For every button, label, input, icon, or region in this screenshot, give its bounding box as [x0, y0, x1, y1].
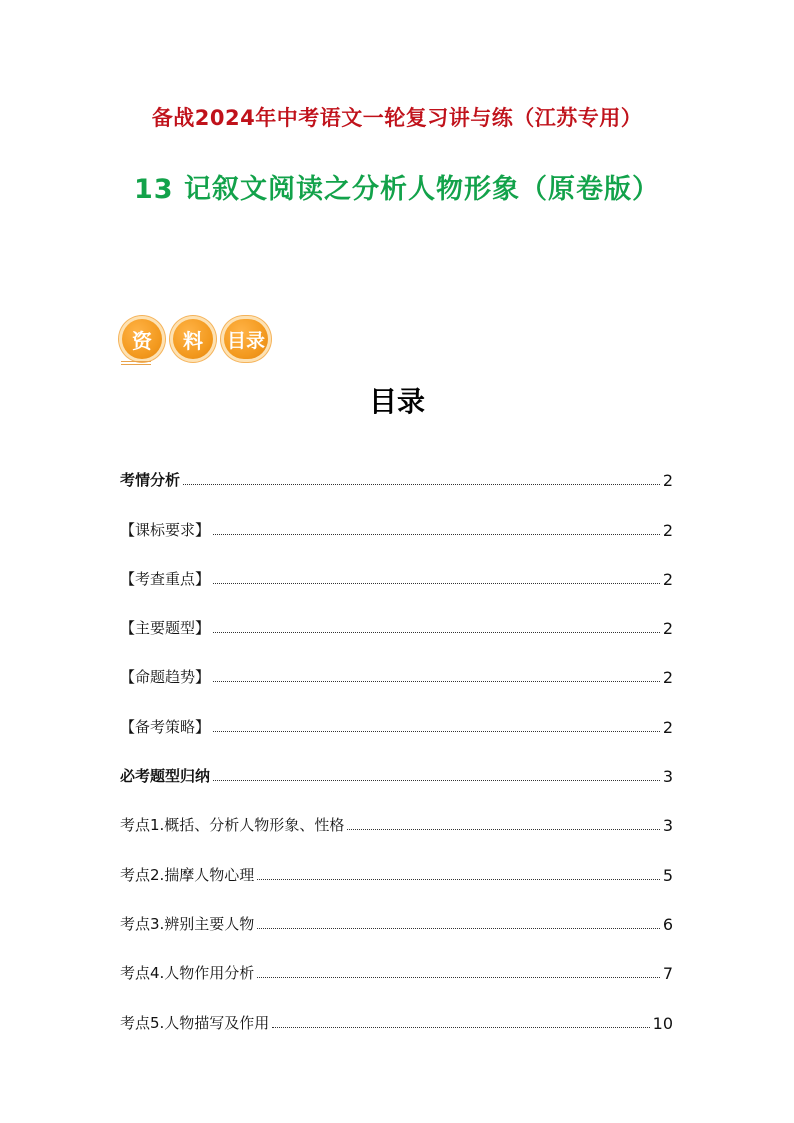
- toc-leader-dots: [257, 927, 660, 929]
- badge-char-text: 资: [132, 328, 152, 353]
- toc-leader-dots: [183, 483, 660, 485]
- toc-leader-dots: [272, 1026, 649, 1028]
- toc-entry-page: 2: [662, 520, 673, 540]
- toc-entry-label: 考情分析: [120, 471, 181, 490]
- badge-char-text: 料: [183, 328, 203, 353]
- toc-entry[interactable]: [120, 888, 673, 937]
- toc-entry-label: 考点1.概括、分析人物形象、性格: [120, 816, 345, 835]
- toc-entry-page: 6: [662, 914, 673, 934]
- toc-entry-page: 2: [662, 619, 673, 639]
- toc-entry-page: 2: [662, 717, 673, 737]
- toc-entry-page: 2: [662, 569, 673, 589]
- toc-entry-page: 10: [652, 1013, 673, 1033]
- badge-char-2: [170, 316, 216, 362]
- toc-leader-dots: [347, 828, 659, 830]
- badge-char-text: 录: [246, 329, 266, 352]
- toc-leader-dots: [213, 779, 660, 781]
- toc-entry-label: 【命题趋势】: [120, 668, 211, 687]
- toc-entry[interactable]: [120, 986, 673, 1035]
- toc-entry[interactable]: [120, 937, 673, 986]
- materials-contents-badge: [119, 316, 279, 368]
- badge-underline: [121, 361, 151, 362]
- toc-entry-label: 【备考策略】: [120, 717, 211, 736]
- toc-entry-page: 2: [662, 471, 673, 491]
- toc-entry[interactable]: [120, 789, 673, 838]
- badge-char-text: 目: [226, 329, 246, 352]
- toc-leader-dots: [213, 533, 660, 535]
- toc-leader-dots: [257, 878, 660, 880]
- toc-entry-page: 3: [662, 767, 673, 787]
- toc-leader-dots: [257, 976, 660, 978]
- badge-char-3-4: [221, 316, 271, 362]
- toc-entry-page: 2: [662, 668, 673, 688]
- toc-entry[interactable]: [120, 543, 673, 592]
- toc-leader-dots: [213, 582, 660, 584]
- toc-entry[interactable]: [120, 444, 673, 493]
- toc-entry-label: 考点2.揣摩人物心理: [120, 865, 255, 884]
- series-title: 备战2024年中考语文一轮复习讲与练（江苏专用）: [151, 106, 643, 130]
- badge-char-1: [119, 316, 165, 362]
- toc-entry[interactable]: [120, 740, 673, 789]
- toc-entry-page: 7: [662, 964, 673, 984]
- badge-underline: [121, 364, 151, 365]
- toc-entry[interactable]: [120, 838, 673, 887]
- table-of-contents: [120, 444, 673, 1036]
- toc-entry[interactable]: [120, 641, 673, 690]
- toc-entry-page: 5: [662, 865, 673, 885]
- toc-entry[interactable]: [120, 493, 673, 542]
- toc-entry-label: 考点5.人物描写及作用: [120, 1013, 270, 1032]
- toc-entry-label: 考点3.辨别主要人物: [120, 914, 255, 933]
- toc-entry[interactable]: [120, 690, 673, 739]
- toc-entry-label: 【课标要求】: [120, 520, 211, 539]
- toc-leader-dots: [213, 631, 660, 633]
- toc-leader-dots: [213, 730, 660, 732]
- toc-entry-label: 【主要题型】: [120, 619, 211, 638]
- chapter-title: 13 记叙文阅读之分析人物形象（原卷版）: [134, 174, 660, 205]
- toc-entry[interactable]: [120, 592, 673, 641]
- toc-entry-label: 必考题型归纳: [120, 767, 211, 786]
- toc-heading: 目录: [368, 385, 425, 418]
- toc-entry-label: 【考查重点】: [120, 569, 211, 588]
- toc-entry-label: 考点4.人物作用分析: [120, 964, 255, 983]
- toc-leader-dots: [213, 680, 660, 682]
- toc-entry-page: 3: [662, 816, 673, 836]
